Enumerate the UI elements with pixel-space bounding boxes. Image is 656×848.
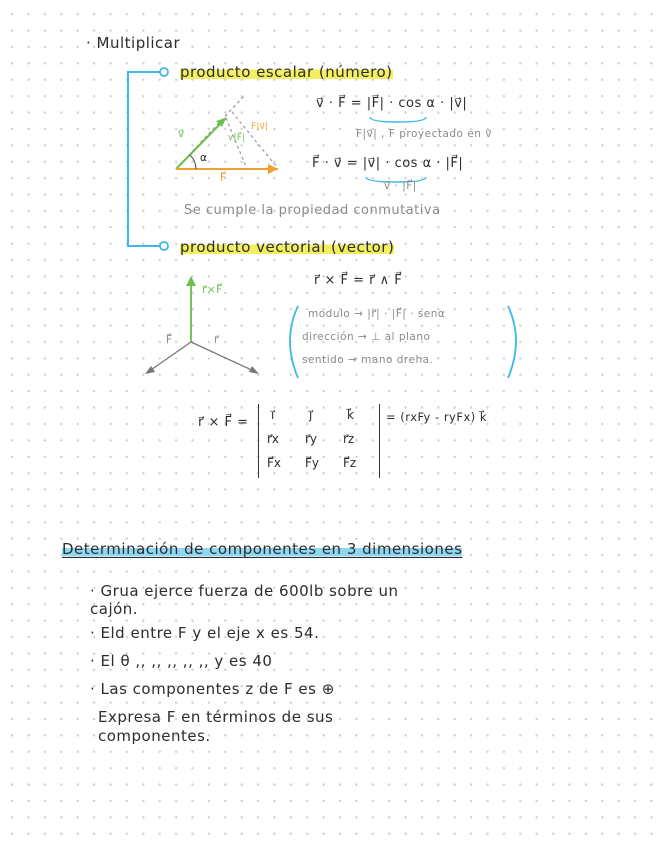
bullet-3: · El θ ,, ,, ,, ,, ,, y es 40 [90,652,273,670]
vector-eq: r⃗ × F⃗ = r⃗ ∧ F⃗ [314,273,403,288]
diagram-label-F: F⃗ [220,172,227,184]
scalar-title-text: producto escalar (número) [180,63,393,81]
det-j: j⃗ [309,408,313,422]
diagram-label-rxF: r⃗×F⃗ [202,284,223,296]
scalar-eq1: v⃗ · F⃗ = |F⃗| · cos α · |v⃗| [316,96,468,111]
scalar-note: F|v⃗| , F proyectado en v⃗ [356,128,492,140]
det-rz: r⃗z [343,432,355,446]
diagram-label-F2: F⃗ [166,334,173,346]
det-k: k⃗ [347,408,354,422]
prop-modulo: modulo → |r⃗| · |F⃗| · senα [308,308,446,320]
diagram-label-r: r⃗ [214,334,219,346]
scalar-under: v⃗ · |F⃗| [384,180,417,192]
det-lhs: r⃗ × F⃗ = [198,415,249,430]
task-line-1: Expresa F en términos de sus [98,708,334,726]
det-Fx: F⃗x [267,456,282,470]
vector-title-text: producto vectorial (vector) [180,238,395,256]
determinant-matrix [258,404,380,478]
prop-direccion: dirección → ⊥ al plano [302,331,431,343]
bullet-1b: cajón. [90,600,139,618]
det-i: i⃗ [271,408,275,422]
det-ry: r⃗y [305,432,318,446]
det-Fy: F⃗y [305,456,320,470]
bullet-1: · Grua ejerce fuerza de 600lb sobre un [90,582,399,600]
scalar-eq2: F⃗ · v⃗ = |v⃗| · cos α · |F⃗| [312,156,464,171]
task-line-2: componentes. [98,727,211,745]
heading: · Multiplicar [86,34,181,52]
bullet-4: · Las componentes z de F es ⊕ [90,680,335,698]
section2-title-text: Determinación de componentes en 3 dimensiones [62,540,463,558]
diagram-label-vf: v|F⃗| [228,133,246,143]
scalar-commutative: Se cumple la propiedad conmutativa [184,203,441,218]
prop-sentido: sentido → mano dreha. [302,354,434,366]
diagram-label-fv: F|v⃗| [251,122,269,132]
section2-title [62,540,462,558]
det-rx: r⃗x [267,432,280,446]
diagram-label-alpha: α [200,152,208,164]
diagram-label-v: v⃗ [178,128,185,140]
det-rhs: = (rxFy - ryFx) k⃗ [386,410,488,424]
det-Fz: F⃗z [343,456,357,470]
bullet-2: · Eld entre F y el eje x es 54. [90,624,320,642]
